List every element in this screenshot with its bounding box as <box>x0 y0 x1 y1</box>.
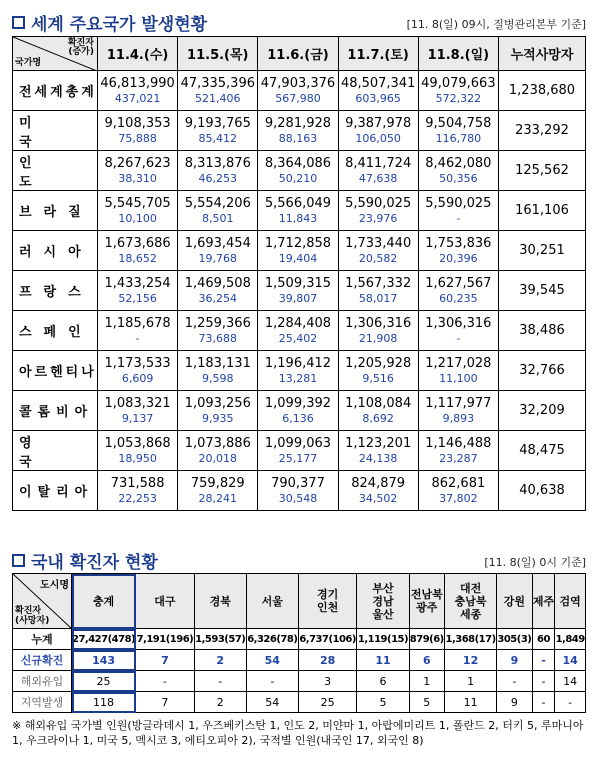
checkbox-square-icon <box>12 16 25 29</box>
daily-cell <box>258 111 338 151</box>
increase-value: 521,406 <box>195 92 241 105</box>
daily-cell <box>418 391 498 431</box>
world-title: 세계 주요국가 발생현황 <box>31 15 208 35</box>
increase-value: 19,768 <box>198 252 238 265</box>
total-value: 8,267,623 <box>104 156 171 171</box>
cum-deaths-value: 32,209 <box>499 391 586 431</box>
country-name: 미국 <box>13 111 98 151</box>
country-name: 인도 <box>13 151 98 191</box>
region-value: 12 <box>445 650 497 671</box>
increase-value: 6,136 <box>282 412 314 425</box>
region-value: 3 <box>298 671 357 692</box>
total-value: 47,335,396 <box>180 76 255 91</box>
row-label: 해외유입 <box>13 671 72 692</box>
total-value: 48,507,341 <box>340 76 416 91</box>
daily-cell <box>98 111 178 151</box>
increase-value: 20,396 <box>439 252 478 265</box>
daily-cell <box>418 191 498 231</box>
daily-cell <box>178 231 258 271</box>
region-value: - <box>532 671 555 692</box>
daily-cell <box>338 231 418 271</box>
domestic-source: [11. 8(일) 0시 기준] <box>484 556 586 569</box>
increase-value: 23,287 <box>439 452 478 465</box>
total-value: 8,364,086 <box>264 156 332 171</box>
total-value: 1,185,678 <box>104 316 171 331</box>
daily-cell <box>338 431 418 471</box>
region-value: 143 <box>72 650 136 671</box>
total-value: 9,387,978 <box>345 116 412 131</box>
daily-cell <box>98 391 178 431</box>
increase-value: 58,017 <box>358 292 398 305</box>
region-value: 6 <box>357 671 409 692</box>
total-value: 1,093,256 <box>184 396 251 411</box>
total-value: 49,079,663 <box>421 76 496 91</box>
region-value: 9 <box>497 692 533 713</box>
corner-top-label: 도시명 <box>40 580 69 591</box>
total-value: 1,099,392 <box>264 396 332 411</box>
total-value: 824,879 <box>351 476 406 491</box>
total-value: 1,183,131 <box>184 356 251 371</box>
daily-cell <box>418 431 498 471</box>
cum-deaths-value: 233,292 <box>499 111 586 151</box>
daily-cell <box>258 231 338 271</box>
daily-cell <box>338 271 418 311</box>
country-row <box>13 111 586 151</box>
increase-value: 8,501 <box>202 212 234 225</box>
country-row <box>13 431 586 471</box>
increase-value: - <box>135 332 140 345</box>
row-label: 지역발생 <box>13 692 72 713</box>
total-value: 1,123,201 <box>345 436 412 451</box>
increase-value: 47,638 <box>358 172 398 185</box>
region-value: 1,593(57) <box>194 629 246 650</box>
total-value: 731,588 <box>110 476 165 491</box>
increase-value: 36,254 <box>198 292 238 305</box>
footnote: ※ 해외유입 국가별 인원(방글라데시 1, 우즈베키스탄 1, 인도 2, 미얀마 1, 아랍에미리트 1, 폴란드 2, 터키 5, 루마니아 1, 우크라이나 1, 미국 5, 멕시코 3, 에티오피아 2), 국적별 인원(내국인 17, 외국인 8) <box>12 719 584 747</box>
increase-value: 9,893 <box>442 412 475 425</box>
region-header: 검역 <box>555 574 586 629</box>
world-table <box>12 36 586 511</box>
cum-deaths-header: 누적사망자 <box>499 37 586 71</box>
cum-deaths-value: 30,251 <box>499 231 586 271</box>
cum-deaths-value: 40,638 <box>499 471 586 511</box>
increase-value: 39,807 <box>278 292 318 305</box>
region-value: 28 <box>298 650 357 671</box>
domestic-row <box>13 650 586 671</box>
region-value: 25 <box>298 692 357 713</box>
country-row <box>13 391 586 431</box>
domestic-row <box>13 692 586 713</box>
date-header: 11.8.(일) <box>418 37 498 71</box>
domestic-row <box>13 629 586 650</box>
region-header: 서울 <box>246 574 298 629</box>
region-value: 9 <box>497 650 533 671</box>
increase-value: 11,843 <box>278 212 318 225</box>
corner-bottom-label: 확진자 (사망자) <box>15 606 50 626</box>
region-value: 6,326(78) <box>246 629 298 650</box>
daily-cell <box>178 191 258 231</box>
total-value: 9,281,928 <box>264 116 332 131</box>
daily-cell <box>178 271 258 311</box>
increase-value: 9,598 <box>202 372 234 385</box>
daily-cell <box>178 71 258 111</box>
total-value: 862,681 <box>431 476 486 491</box>
region-value: - <box>246 671 298 692</box>
country-row <box>13 151 586 191</box>
total-value: 1,712,858 <box>264 236 332 251</box>
region-header: 대구 <box>136 574 195 629</box>
region-value: 1 <box>445 671 497 692</box>
daily-cell <box>338 71 418 111</box>
cum-deaths-value: 32,766 <box>499 351 586 391</box>
region-header: 경기 인천 <box>298 574 357 629</box>
region-value: 6 <box>409 650 445 671</box>
region-value: 54 <box>246 650 298 671</box>
increase-value: 30,548 <box>278 492 318 505</box>
daily-cell <box>338 391 418 431</box>
region-value: 7 <box>136 692 195 713</box>
total-value: 1,509,315 <box>264 276 332 291</box>
world-header-row <box>13 37 586 71</box>
country-name: 스페인 <box>13 311 98 351</box>
increase-value: 9,137 <box>121 412 154 425</box>
total-value: 1,306,316 <box>425 316 492 331</box>
daily-cell <box>178 471 258 511</box>
domestic-header-row <box>13 574 586 629</box>
total-value: 1,259,366 <box>184 316 251 331</box>
region-value: 11 <box>357 650 409 671</box>
daily-cell <box>258 431 338 471</box>
increase-value: 9,516 <box>362 372 394 385</box>
increase-value: 21,908 <box>358 332 398 345</box>
date-header: 11.4.(수) <box>98 37 178 71</box>
daily-cell <box>418 311 498 351</box>
world-section-title <box>12 10 207 35</box>
region-header: 제주 <box>532 574 555 629</box>
increase-value: 22,253 <box>118 492 157 505</box>
increase-value: 28,241 <box>198 492 238 505</box>
increase-value: 20,018 <box>198 452 238 465</box>
region-value: 118 <box>72 692 136 713</box>
increase-value: 34,502 <box>358 492 398 505</box>
increase-value: 88,163 <box>278 132 318 145</box>
increase-value: 116,780 <box>435 132 482 145</box>
total-value: 1,117,977 <box>425 396 492 411</box>
daily-cell <box>178 111 258 151</box>
increase-value: 25,177 <box>278 452 318 465</box>
total-value: 1,753,836 <box>425 236 492 251</box>
total-value: 5,554,206 <box>184 196 251 211</box>
daily-cell <box>418 231 498 271</box>
world-corner-cell <box>13 37 98 71</box>
total-value: 1,673,686 <box>104 236 171 251</box>
region-value: 1,368(17) <box>445 629 497 650</box>
increase-value: 50,356 <box>439 172 478 185</box>
region-header: 대전 충남북 세종 <box>445 574 497 629</box>
daily-cell <box>258 351 338 391</box>
increase-value: 567,980 <box>275 92 321 105</box>
cum-deaths-value: 125,562 <box>499 151 586 191</box>
total-value: 759,829 <box>190 476 245 491</box>
total-value: 1,053,868 <box>104 436 171 451</box>
increase-value: 85,412 <box>198 132 238 145</box>
total-value: 790,377 <box>271 476 325 491</box>
daily-cell <box>258 71 338 111</box>
increase-value: 18,652 <box>118 252 157 265</box>
increase-value: 572,322 <box>435 92 482 105</box>
domestic-table <box>12 573 586 713</box>
total-value: 1,099,063 <box>264 436 332 451</box>
total-value: 1,627,567 <box>425 276 492 291</box>
cum-deaths-value: 1,238,680 <box>499 71 586 111</box>
total-value: 1,433,254 <box>104 276 171 291</box>
region-value: - <box>136 671 195 692</box>
daily-cell <box>418 271 498 311</box>
region-header: 강원 <box>497 574 533 629</box>
country-name: 브라질 <box>13 191 98 231</box>
daily-cell <box>338 191 418 231</box>
total-value: 5,590,025 <box>425 196 492 211</box>
total-value: 9,108,353 <box>104 116 171 131</box>
increase-value: 13,281 <box>278 372 318 385</box>
increase-value: 18,950 <box>118 452 157 465</box>
daily-cell <box>98 151 178 191</box>
increase-value: 25,402 <box>278 332 318 345</box>
increase-value: 8,692 <box>362 412 394 425</box>
total-value: 1,306,316 <box>345 316 412 331</box>
daily-cell <box>98 471 178 511</box>
daily-cell <box>338 151 418 191</box>
domestic-section-title <box>12 548 158 573</box>
total-value: 1,284,408 <box>264 316 332 331</box>
country-row <box>13 71 586 111</box>
country-name: 콜롬비아 <box>13 391 98 431</box>
region-value: 1 <box>409 671 445 692</box>
total-value: 1,693,454 <box>184 236 251 251</box>
region-value: 25 <box>72 671 136 692</box>
increase-value: 75,888 <box>118 132 157 145</box>
region-value: 54 <box>246 692 298 713</box>
daily-cell <box>98 311 178 351</box>
daily-cell <box>258 471 338 511</box>
increase-value: 437,021 <box>114 92 161 105</box>
row-label: 신규확진 <box>13 650 72 671</box>
total-value: 1,073,886 <box>184 436 251 451</box>
increase-value: 603,965 <box>355 92 401 105</box>
cum-deaths-value: 38,486 <box>499 311 586 351</box>
increase-value: 10,100 <box>118 212 157 225</box>
increase-value: 60,235 <box>439 292 478 305</box>
country-name: 영국 <box>13 431 98 471</box>
world-source: [11. 8(일) 09시, 질병관리본부 기준] <box>406 18 586 31</box>
country-row <box>13 231 586 271</box>
corner-bottom-label: 국가명 <box>15 58 42 68</box>
total-value: 5,566,049 <box>264 196 332 211</box>
increase-value: 38,310 <box>118 172 157 185</box>
total-value: 1,083,321 <box>104 396 171 411</box>
country-row <box>13 471 586 511</box>
region-value: 14 <box>555 650 586 671</box>
increase-value: 24,138 <box>358 452 398 465</box>
cum-deaths-value: 39,545 <box>499 271 586 311</box>
daily-cell <box>98 351 178 391</box>
total-value: 5,590,025 <box>345 196 412 211</box>
total-value: 1,217,028 <box>425 356 492 371</box>
region-value: - <box>532 650 555 671</box>
region-header: 경북 <box>194 574 246 629</box>
country-row <box>13 191 586 231</box>
increase-value: 50,210 <box>278 172 318 185</box>
daily-cell <box>258 191 338 231</box>
increase-value: 19,404 <box>278 252 318 265</box>
region-value: - <box>194 671 246 692</box>
daily-cell <box>178 351 258 391</box>
domestic-corner-cell <box>13 574 72 629</box>
total-value: 8,313,876 <box>184 156 251 171</box>
increase-value: 6,609 <box>121 372 154 385</box>
total-value: 9,193,765 <box>184 116 251 131</box>
region-header: 충계 <box>72 574 136 629</box>
increase-value: 20,582 <box>358 252 398 265</box>
region-value: 879(6) <box>409 629 445 650</box>
country-row <box>13 271 586 311</box>
daily-cell <box>418 351 498 391</box>
date-header: 11.7.(토) <box>338 37 418 71</box>
country-name: 아르헨티나 <box>13 351 98 391</box>
region-value: 5 <box>357 692 409 713</box>
total-value: 47,903,376 <box>260 76 336 91</box>
country-name: 이탈리아 <box>13 471 98 511</box>
region-value: - <box>497 671 533 692</box>
region-value: 6,737(106) <box>298 629 357 650</box>
row-label: 누계 <box>13 629 72 650</box>
increase-value: 37,802 <box>439 492 478 505</box>
increase-value: 11,100 <box>439 372 478 385</box>
daily-cell <box>338 351 418 391</box>
total-value: 1,173,533 <box>104 356 171 371</box>
total-value: 5,545,705 <box>104 196 171 211</box>
domestic-row <box>13 671 586 692</box>
daily-cell <box>418 71 498 111</box>
increase-value: 23,976 <box>358 212 398 225</box>
region-value: 305(3) <box>497 629 533 650</box>
checkbox-square-icon <box>12 554 25 567</box>
daily-cell <box>338 311 418 351</box>
region-value: 1,849 <box>555 629 586 650</box>
daily-cell <box>98 431 178 471</box>
region-value: 27,427(478) <box>72 629 136 650</box>
cum-deaths-value: 48,475 <box>499 431 586 471</box>
total-value: 1,469,508 <box>184 276 251 291</box>
total-value: 9,504,758 <box>425 116 492 131</box>
date-header: 11.5.(목) <box>178 37 258 71</box>
cum-deaths-value: 161,106 <box>499 191 586 231</box>
daily-cell <box>338 471 418 511</box>
total-value: 1,733,440 <box>345 236 412 251</box>
daily-cell <box>178 391 258 431</box>
region-value: 2 <box>194 692 246 713</box>
corner-top-label: 확진자 (증가) <box>67 38 94 57</box>
country-name: 전세계총계 <box>13 71 98 111</box>
daily-cell <box>98 191 178 231</box>
daily-cell <box>418 111 498 151</box>
daily-cell <box>418 151 498 191</box>
daily-cell <box>178 311 258 351</box>
country-row <box>13 311 586 351</box>
total-value: 8,462,080 <box>425 156 492 171</box>
daily-cell <box>258 311 338 351</box>
region-value: 7,191(196) <box>136 629 195 650</box>
total-value: 1,108,084 <box>345 396 412 411</box>
total-value: 1,196,412 <box>264 356 332 371</box>
region-value: 5 <box>409 692 445 713</box>
region-header: 부산 경남 울산 <box>357 574 409 629</box>
region-header: 전남북 광주 <box>409 574 445 629</box>
country-name: 러시아 <box>13 231 98 271</box>
region-value: 7 <box>136 650 195 671</box>
domestic-title: 국내 확진자 현황 <box>31 553 158 573</box>
total-value: 8,411,724 <box>345 156 412 171</box>
increase-value: 106,050 <box>355 132 401 145</box>
region-value: 1,119(15) <box>357 629 409 650</box>
daily-cell <box>258 391 338 431</box>
country-name: 프랑스 <box>13 271 98 311</box>
daily-cell <box>258 151 338 191</box>
region-value: - <box>555 692 586 713</box>
daily-cell <box>98 71 178 111</box>
daily-cell <box>258 271 338 311</box>
region-value: - <box>532 692 555 713</box>
daily-cell <box>98 271 178 311</box>
daily-cell <box>418 471 498 511</box>
increase-value: - <box>456 212 461 225</box>
daily-cell <box>178 151 258 191</box>
increase-value: 46,253 <box>198 172 238 185</box>
increase-value: - <box>456 332 461 345</box>
total-value: 1,205,928 <box>345 356 412 371</box>
region-value: 60 <box>532 629 555 650</box>
increase-value: 52,156 <box>118 292 157 305</box>
region-value: 2 <box>194 650 246 671</box>
daily-cell <box>338 111 418 151</box>
daily-cell <box>98 231 178 271</box>
date-header: 11.6.(금) <box>258 37 338 71</box>
country-row <box>13 351 586 391</box>
daily-cell <box>178 431 258 471</box>
region-value: 14 <box>555 671 586 692</box>
increase-value: 9,935 <box>202 412 234 425</box>
total-value: 1,567,332 <box>345 276 412 291</box>
total-value: 1,146,488 <box>425 436 492 451</box>
increase-value: 73,688 <box>198 332 238 345</box>
total-value: 46,813,990 <box>100 76 175 91</box>
region-value: 11 <box>445 692 497 713</box>
